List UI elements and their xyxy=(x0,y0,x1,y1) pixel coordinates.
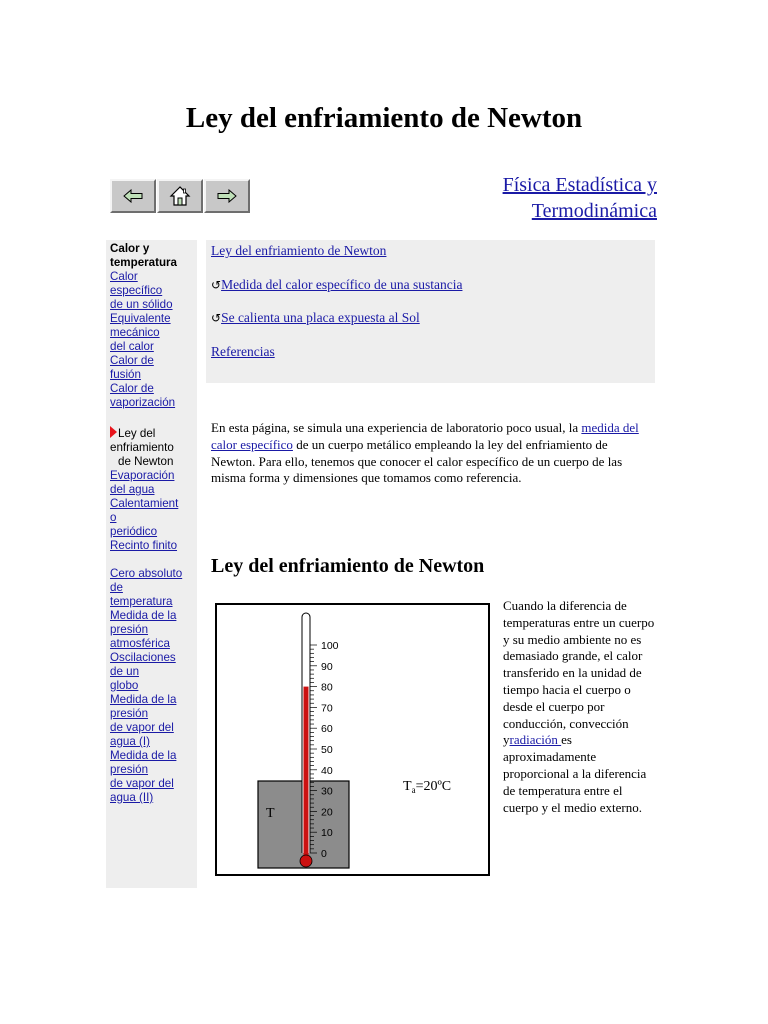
mercury-column xyxy=(304,687,309,859)
menu-item-newton[interactable]: Ley del enfriamiento de Newton xyxy=(211,243,387,258)
thermometer-diagram xyxy=(217,605,488,874)
tick-label: 40 xyxy=(321,764,333,777)
sidebar-link-group1-3[interactable]: Calor de fusión xyxy=(110,354,154,381)
back-button[interactable] xyxy=(110,179,156,213)
sidebar-link-group1-2[interactable]: Equivalente mecánico del calor xyxy=(110,312,171,353)
ambient-temperature-label: $T_a=20ºC$ xyxy=(403,779,452,795)
sidebar-link-group2-3[interactable]: Recinto finito xyxy=(110,539,178,552)
intro-link-calor-especifico[interactable]: medida del calor específico xyxy=(211,420,639,452)
arrow-right-icon xyxy=(217,189,237,203)
sidebar-link-group3-5[interactable]: Medida de la presión de vapor del agua (II) xyxy=(110,749,177,804)
intro-paragraph: En esta página, se simula una experiencia de laboratorio poco usual, la medida del calor específico de un cuerpo metálico empleando la ley del enfriamiento de Newton. Para ello, tenemos que conocer el calor específico de un cuerpo de las misma forma y dimensiones que tomamos como referencia. xyxy=(211,420,639,486)
home-icon xyxy=(169,185,191,207)
sidebar-group-1 xyxy=(110,270,194,410)
sidebar-link-group3-3[interactable]: Oscilaciones de un globo xyxy=(110,651,176,692)
home-button[interactable] xyxy=(157,179,203,213)
page-title: Ley del enfriamiento de Newton xyxy=(185,102,583,134)
sidebar-current-item: Ley del enfriamiento de Newton xyxy=(110,427,174,468)
section-link[interactable]: Física Estadística y Termodinámica xyxy=(502,174,657,222)
return-arrow-icon: ↺ xyxy=(211,311,222,325)
tick-label: 10 xyxy=(321,827,333,840)
tick-label: 50 xyxy=(321,744,333,756)
menu-item-placa-sol[interactable]: ↺Se calienta una placa expuesta al Sol xyxy=(211,310,420,325)
sidebar xyxy=(106,240,197,888)
tick-label: 100 xyxy=(321,640,339,652)
explanation-paragraph: Cuando la diferencia de temperaturas entre un cuerpo y su medio ambiente no es demasiado grande, el calor transferido en la unidad de tiempo hacia el cuerpo o desde el cuerpo por conducción, convección yradiación es aproximadamente proporcional a la diferencia de temperatura entre el cuerpo y el medio externo. xyxy=(503,598,655,815)
body-label: T xyxy=(266,806,275,821)
sidebar-link-group2-2[interactable]: Calentamient o periódico xyxy=(110,497,179,538)
tick-label: 30 xyxy=(321,785,333,798)
page-menu xyxy=(206,240,655,383)
tick-label: 90 xyxy=(321,660,333,673)
sidebar-link-group3-1[interactable]: Cero absoluto de temperatura xyxy=(110,567,183,608)
navigation-bar xyxy=(110,179,251,213)
section-heading: Ley del enfriamiento de Newton xyxy=(211,555,485,577)
sidebar-link-group2-1[interactable]: Evaporación del agua xyxy=(110,469,175,496)
tick-label: 20 xyxy=(321,806,333,819)
sidebar-group-2 xyxy=(110,469,194,553)
arrow-left-icon xyxy=(123,189,143,203)
thermometer-figure xyxy=(215,603,490,876)
thermometer-bulb xyxy=(300,855,312,867)
return-arrow-icon: ↺ xyxy=(211,277,222,292)
sidebar-link-group3-2[interactable]: Medida de la presión atmosférica xyxy=(110,609,177,650)
tick-label: 70 xyxy=(321,702,333,715)
current-page-arrow-icon xyxy=(110,426,117,438)
sidebar-link-group3-4[interactable]: Medida de la presión de vapor del agua (I) xyxy=(110,693,177,748)
tick-label: 0 xyxy=(321,848,327,860)
menu-item-referencias[interactable]: Referencias xyxy=(211,343,275,359)
sidebar-group-3 xyxy=(110,567,194,805)
sidebar-link-group1-4[interactable]: Calor de vaporización xyxy=(110,382,176,409)
forward-button[interactable] xyxy=(204,179,250,213)
radiacion-link[interactable]: radiación xyxy=(509,732,562,748)
sidebar-link-group1-1[interactable]: Calor específico de un sólido xyxy=(110,270,173,311)
tick-label: 60 xyxy=(321,723,333,736)
menu-item-calor-especifico[interactable]: ↺Medida del calor específico de una sustancia xyxy=(211,276,463,292)
tick-label: 80 xyxy=(321,681,333,694)
sidebar-heading: Calor y temperatura xyxy=(110,242,178,269)
